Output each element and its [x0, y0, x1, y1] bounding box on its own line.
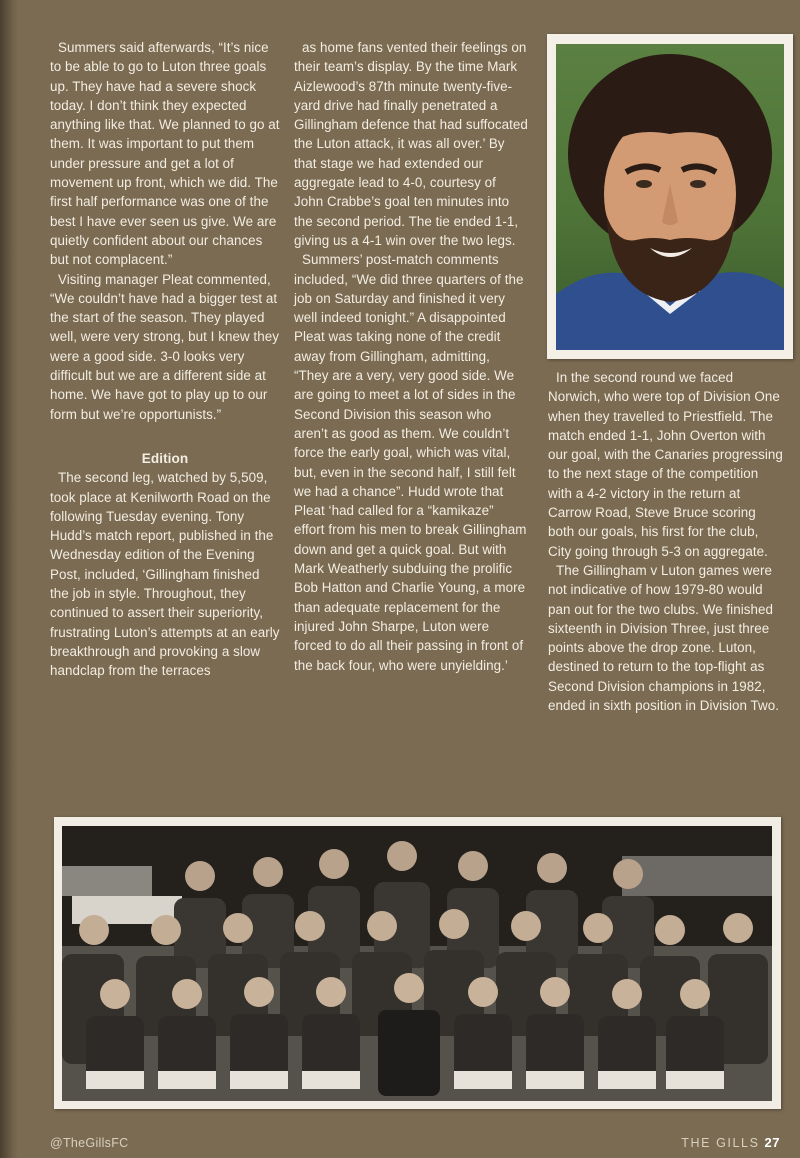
article-paragraph: as home fans vented their feelings on their team’s display. By the time Mark Aizlewood’s 87th minute twenty-five-yard drive had finally penetrated a Gillingham defence that had suffocated the Luton attack, it was all over.’ By that stage we had extended our aggregate lead to 4-0, courtesy of John Crabbe’s goal ten minutes into the second period. The tie ended 1-1, giving us a 4-1 win over the two legs. — [294, 40, 528, 248]
team-photo-image — [62, 826, 772, 1101]
article-paragraph: Visiting manager Pleat commented, “We couldn’t have had a bigger test at the start of the season. They played well, were very strong, but I knew they were a good side. 3-0 looks very difficult but we are a different side at home. We have got to play up to our form but we’re opportunists.” — [50, 271, 279, 422]
twitter-handle: @TheGillsFC — [50, 1136, 129, 1150]
portrait-illustration — [556, 44, 784, 350]
article-paragraph: In the second round we faced Norwich, who were top of Division One when they travelled to Priestfield. The match ended 1-1, John Overton with our goal, with the Canaries progressing to the next stage of the competition with a 4-2 victory in the return at Carrow Road, Steve Bruce scoring both our goals, his first for the club, City going through 5-3 on aggregate. — [548, 370, 783, 559]
article-paragraph: Summers’ post-match comments included, “We did three quarters of the job on Saturday and finished it very well indeed tonight.” A disappointed Pleat was taking none of the credit away from Gillingham, admitting, “They are a very, very good side. We are going to meet a lot of sides in the Second Division this season who aren’t as good as them. We couldn’t force the early goal, which was vital, but, even in the second half, I still felt we had a chance”. Hudd wrote that Pleat ‘had called for a “kamikaze” effort from his men to break Gillingham down and get a quick goal. But with Mark Weatherly subduing the prolific Bob Hatton and Charlie Young, a more than adequate replacement for the injured John Sharpe, Luton were forced to do all their passing in front of the back four, who were unyielding.’ — [294, 252, 527, 673]
portrait-image — [556, 44, 784, 350]
section-subheading: Edition — [141, 450, 189, 466]
article-column-2 — [294, 38, 528, 675]
page-number: 27 — [764, 1135, 780, 1150]
article-column-3 — [548, 368, 784, 715]
team-squad-photo — [54, 817, 781, 1109]
article-paragraph: The second leg, watched by 5,509, took place at Kenilworth Road on the following Tuesday evening. Tony Hudd’s match report, published in the Wednesday edition of the Evening Post, included, ‘Gillingham finished the job in style. Throughout, they continued to assert their superiority, frustrating Luton’s attempts at an early breakthrough and provoking a slow handclap from the terraces — [50, 470, 280, 679]
team-photo-illustration — [62, 826, 772, 1101]
page-spine-shadow — [0, 0, 18, 1158]
page-footer — [681, 1135, 780, 1150]
player-portrait-photo — [547, 34, 793, 359]
article-paragraph: Summers said afterwards, “It’s nice to be able to go to Luton three goals up. They have had a severe shock today. I don’t think they expected anything like that. We planned to go at them. It was important to put them under pressure and get a lot of movement up front, which we did. The first half performance was one of the best I have ever seen us give. We are quietly confident about our chances but not complacent.” — [50, 40, 280, 268]
article-paragraph: The Gillingham v Luton games were not indicative of how 1979-80 would pan out for the two clubs. We finished sixteenth in Division Three, just three points above the drop zone. Luton, destined to return to the top-flight as Second Division champions in 1982, ended in sixth position in Division Two. — [548, 562, 780, 714]
magazine-title: THE GILLS — [681, 1136, 760, 1150]
article-column-1 — [50, 38, 280, 681]
